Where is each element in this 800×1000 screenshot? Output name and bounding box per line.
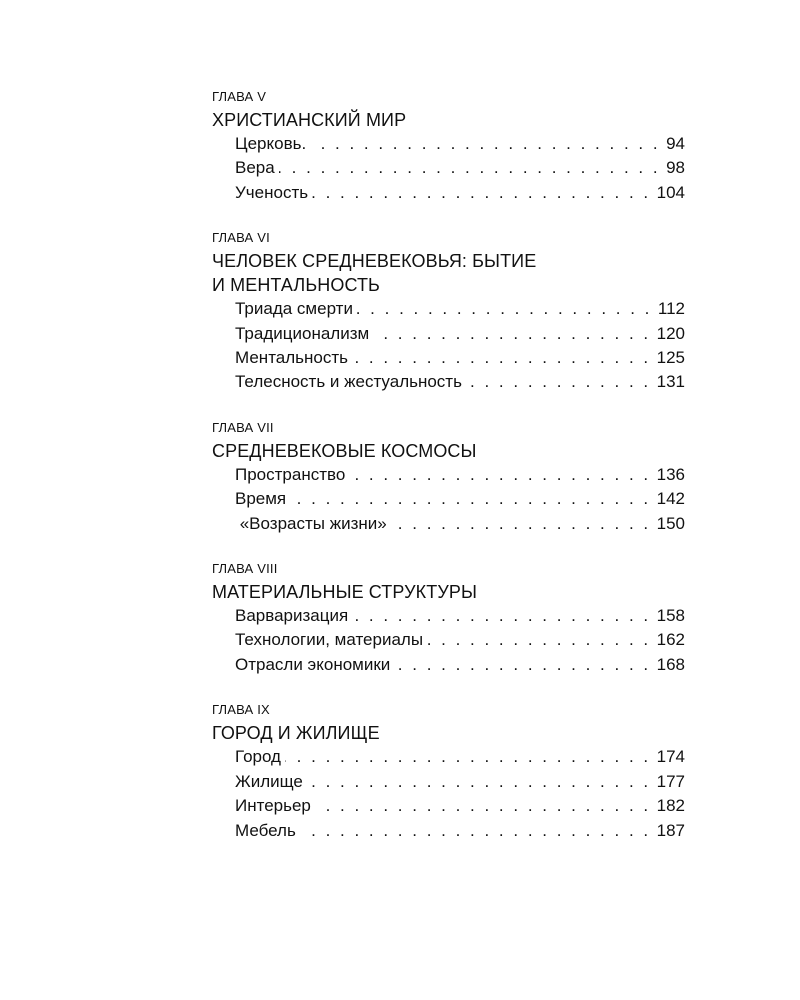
chapter-title-line: ЧЕЛОВЕК СРЕДНЕВЕКОВЬЯ: БЫТИЕ <box>212 251 537 272</box>
dot-leader <box>357 297 650 321</box>
dot-leader <box>352 604 648 628</box>
entry-title: Мебель <box>235 820 296 840</box>
toc-entry[interactable] <box>235 181 685 205</box>
entry-page-number: 136 <box>656 464 685 484</box>
entry-page-number: 182 <box>656 796 685 816</box>
toc-entry[interactable] <box>235 132 685 156</box>
dot-leader <box>312 181 649 205</box>
chapter-title <box>212 108 685 132</box>
dot-leader <box>391 512 649 536</box>
chapter-section <box>212 86 685 205</box>
entry-title: Пространство <box>235 464 346 484</box>
entry-page-number: 112 <box>657 299 685 319</box>
entry-title: Интерьер <box>235 796 311 816</box>
dot-leader <box>300 819 649 843</box>
entry-title: Церковь. <box>235 134 307 153</box>
toc-entry[interactable] <box>235 297 685 321</box>
chapter-title <box>212 249 685 297</box>
dot-leader <box>394 653 648 677</box>
entry-title: Время <box>235 489 287 509</box>
chapter-section <box>212 227 685 395</box>
chapter-title-line: СРЕДНЕВЕКОВЫЕ КОСМОСЫ <box>212 440 477 461</box>
entry-page-number: 142 <box>656 489 685 509</box>
chapter-section <box>212 558 685 677</box>
chapter-section <box>212 417 685 536</box>
dot-leader <box>352 346 649 370</box>
entry-page-number: 104 <box>656 182 685 202</box>
entry-title: Традиционализм <box>235 323 370 343</box>
toc-entry[interactable] <box>235 370 685 394</box>
toc-entry[interactable] <box>235 463 685 487</box>
entry-page-number: 168 <box>656 654 685 674</box>
toc-entry[interactable] <box>235 487 685 511</box>
chapter-label: ГЛАВА VIII <box>212 561 278 577</box>
entry-title: Вера <box>235 158 275 178</box>
toc-entry[interactable] <box>235 346 685 370</box>
chapter-title-line: ГОРОД И ЖИЛИЩЕ <box>212 723 380 744</box>
entry-page-number: 174 <box>656 747 685 767</box>
entry-title: Город <box>235 747 281 767</box>
toc-entry[interactable] <box>235 604 685 628</box>
toc-entry[interactable] <box>235 653 685 677</box>
toc-entry[interactable] <box>235 512 685 536</box>
entry-title: Триада смерти <box>235 299 353 319</box>
chapter-title <box>212 721 685 745</box>
entry-title: Жилище <box>235 771 303 791</box>
chapter-label: ГЛАВА VI <box>212 230 270 246</box>
chapter-title-line: МАТЕРИАЛЬНЫЕ СТРУКТУРЫ <box>212 582 478 603</box>
toc-entry[interactable] <box>235 819 685 843</box>
chapter-label: ГЛАВА IX <box>212 702 270 718</box>
dot-leader <box>307 770 649 794</box>
dot-leader <box>310 132 658 156</box>
entry-page-number: 131 <box>656 372 685 392</box>
dot-leader <box>373 322 648 346</box>
entry-page-number: 125 <box>656 348 685 368</box>
chapter-section <box>212 699 685 843</box>
chapter-label: ГЛАВА V <box>212 89 267 104</box>
toc-entry[interactable] <box>235 628 685 652</box>
entry-page-number: 177 <box>656 771 685 791</box>
chapter-title <box>212 439 685 463</box>
dot-leader <box>466 370 649 394</box>
toc-entry[interactable] <box>235 794 685 818</box>
entry-page-number: 94 <box>666 134 685 153</box>
entry-title: Телесность и жестуальность <box>235 372 462 392</box>
dot-leader <box>279 156 658 180</box>
dot-leader <box>427 628 649 652</box>
entry-page-number: 158 <box>656 606 685 626</box>
entry-title: Варваризация <box>235 606 349 626</box>
entry-title: Ученость <box>235 182 309 202</box>
dot-leader <box>285 745 649 769</box>
entry-page-number: 120 <box>656 323 685 343</box>
entry-page-number: 162 <box>656 630 685 650</box>
toc-entry[interactable] <box>235 770 685 794</box>
entry-page-number: 150 <box>656 513 685 533</box>
dot-leader <box>315 794 649 818</box>
chapter-title <box>212 580 685 604</box>
entry-title: Ментальность <box>235 348 349 368</box>
toc-entry[interactable] <box>235 156 685 180</box>
chapter-title-line: И МЕНТАЛЬНОСТЬ <box>212 275 380 296</box>
entry-page-number: 98 <box>666 158 685 178</box>
entry-page-number: 187 <box>656 820 685 840</box>
toc-entry[interactable] <box>235 745 685 769</box>
entry-title: «Возрасты жизни» <box>235 513 387 533</box>
dot-leader <box>349 463 648 487</box>
toc-entry[interactable] <box>235 322 685 346</box>
chapter-label: ГЛАВА VII <box>212 419 274 435</box>
entry-title: Отрасли экономики <box>235 654 391 674</box>
table-of-contents <box>212 86 685 865</box>
chapter-title-line: ХРИСТИАНСКИЙ МИР <box>212 110 407 130</box>
entry-title: Технологии, материалы <box>235 630 424 650</box>
dot-leader <box>290 487 648 511</box>
